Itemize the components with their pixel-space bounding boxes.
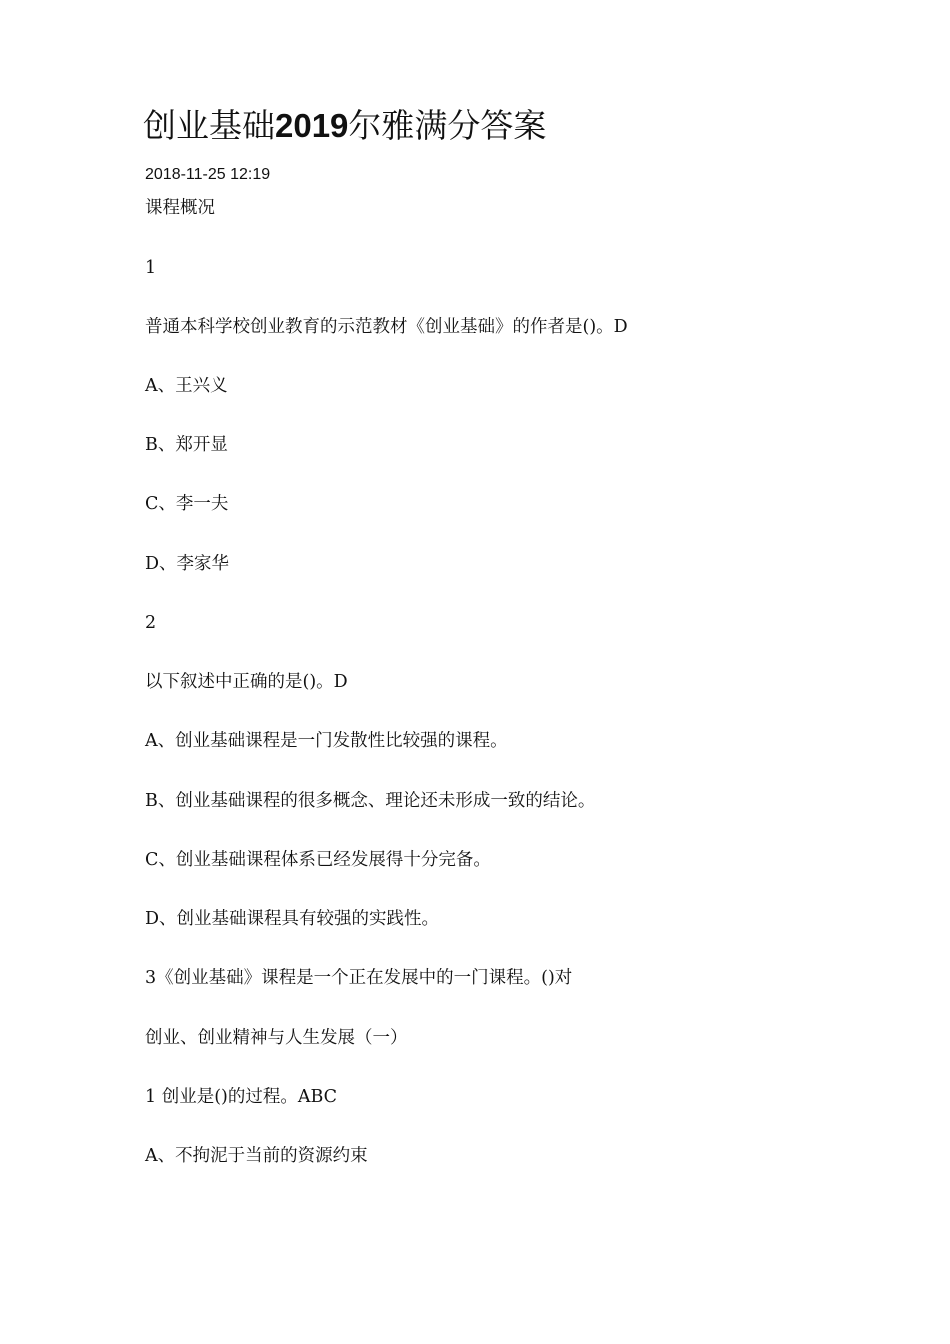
question-text: 以下叙述中正确的是()。D (145, 672, 348, 692)
title-suffix: 尔雅满分答案 (348, 106, 547, 145)
question-number: 1 (145, 258, 157, 278)
answer-option: A、王兴义 (145, 376, 228, 396)
document-title (143, 104, 546, 148)
title-year: 2019 (275, 107, 349, 144)
answer-option: B、创业基础课程的很多概念、理论还未形成一致的结论。 (145, 791, 596, 811)
answer-option: C、李一夫 (145, 494, 229, 514)
title-prefix: 创业基础 (143, 106, 275, 145)
answer-option: A、不拘泥于当前的资源约束 (145, 1146, 368, 1166)
answer-option: C、创业基础课程体系已经发展得十分完备。 (145, 850, 491, 870)
answer-option: A、创业基础课程是一门发散性比较强的课程。 (145, 731, 508, 751)
question-number: 2 (145, 613, 157, 633)
question-text: 普通本科学校创业教育的示范教材《创业基础》的作者是()。D (145, 317, 628, 337)
answer-option: D、创业基础课程具有较强的实践性。 (145, 909, 440, 929)
question-text: 3《创业基础》课程是一个正在发展中的一门课程。()对 (145, 968, 573, 988)
answer-option: D、李家华 (145, 554, 230, 574)
section-heading: 课程概况 (145, 198, 215, 218)
section-heading: 创业、创业精神与人生发展（一） (145, 1028, 408, 1048)
document-date: 2018-11-25 12:19 (145, 166, 271, 183)
question-text: 1 创业是()的过程。ABC (145, 1087, 338, 1107)
answer-option: B、郑开显 (145, 435, 228, 455)
